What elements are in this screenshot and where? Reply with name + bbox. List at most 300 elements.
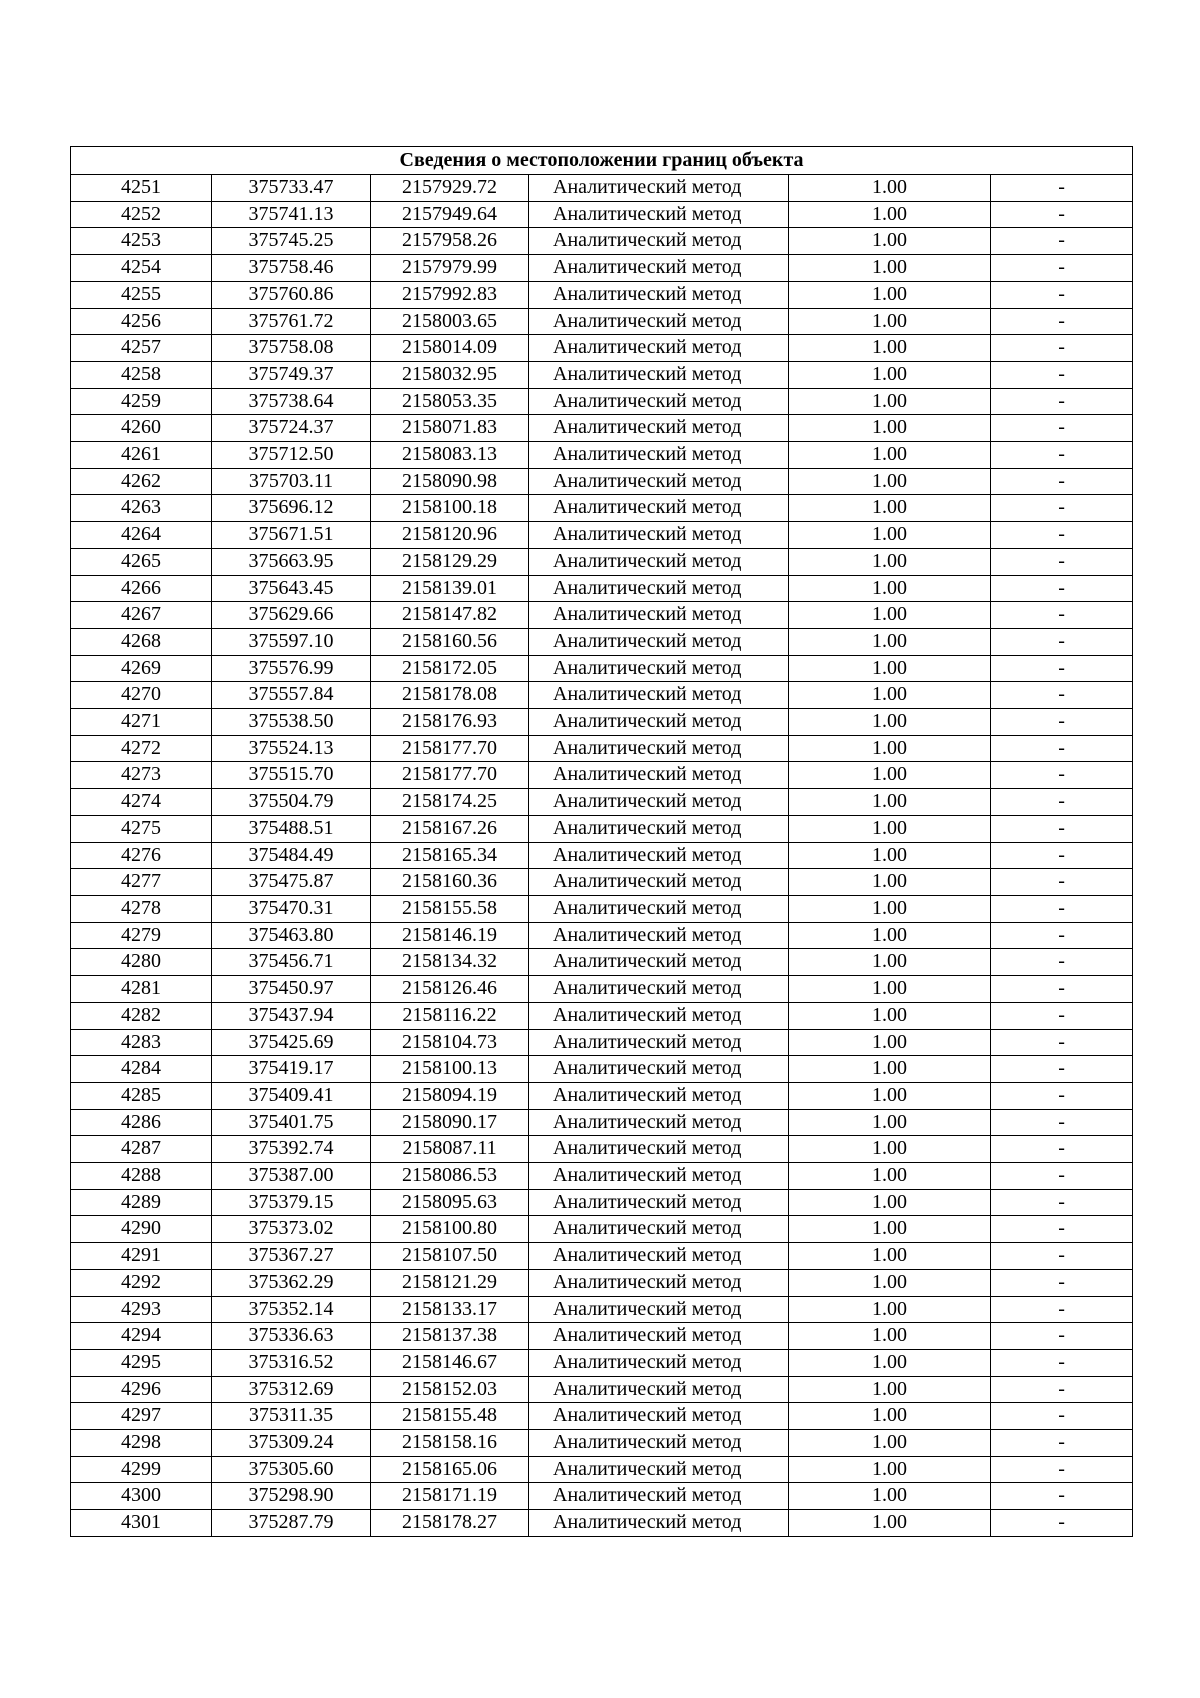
x-coordinate-cell: 375316.52 (212, 1349, 371, 1376)
point-number-cell: 4251 (71, 175, 212, 202)
description-cell: - (991, 869, 1133, 896)
precision-cell: 1.00 (789, 1163, 991, 1190)
method-cell: Аналитический метод (529, 1483, 789, 1510)
y-coordinate-cell: 2158133.17 (371, 1296, 529, 1323)
x-coordinate-cell: 375696.12 (212, 495, 371, 522)
y-coordinate-cell: 2158014.09 (371, 335, 529, 362)
precision-cell: 1.00 (789, 575, 991, 602)
description-cell: - (991, 709, 1133, 736)
point-number-cell: 4284 (71, 1056, 212, 1083)
y-coordinate-cell: 2158172.05 (371, 655, 529, 682)
x-coordinate-cell: 375298.90 (212, 1483, 371, 1510)
point-number-cell: 4262 (71, 468, 212, 495)
y-coordinate-cell: 2158129.29 (371, 548, 529, 575)
table-row (71, 1483, 1133, 1510)
table-row (71, 895, 1133, 922)
description-cell: - (991, 1082, 1133, 1109)
point-number-cell: 4273 (71, 762, 212, 789)
description-cell: - (991, 335, 1133, 362)
x-coordinate-cell: 375336.63 (212, 1323, 371, 1350)
x-coordinate-cell: 375761.72 (212, 308, 371, 335)
precision-cell: 1.00 (789, 1056, 991, 1083)
point-number-cell: 4267 (71, 602, 212, 629)
y-coordinate-cell: 2158146.67 (371, 1349, 529, 1376)
point-number-cell: 4261 (71, 442, 212, 469)
point-number-cell: 4253 (71, 228, 212, 255)
precision-cell: 1.00 (789, 1483, 991, 1510)
table-row (71, 1109, 1133, 1136)
method-cell: Аналитический метод (529, 682, 789, 709)
y-coordinate-cell: 2158107.50 (371, 1243, 529, 1270)
precision-cell: 1.00 (789, 442, 991, 469)
y-coordinate-cell: 2158071.83 (371, 415, 529, 442)
table-row (71, 281, 1133, 308)
description-cell: - (991, 1323, 1133, 1350)
precision-cell: 1.00 (789, 789, 991, 816)
description-cell: - (991, 842, 1133, 869)
description-cell: - (991, 949, 1133, 976)
point-number-cell: 4255 (71, 281, 212, 308)
precision-cell: 1.00 (789, 1269, 991, 1296)
method-cell: Аналитический метод (529, 628, 789, 655)
description-cell: - (991, 415, 1133, 442)
table-row (71, 361, 1133, 388)
description-cell: - (991, 175, 1133, 202)
method-cell: Аналитический метод (529, 949, 789, 976)
method-cell: Аналитический метод (529, 201, 789, 228)
table-body (71, 175, 1133, 1537)
y-coordinate-cell: 2158152.03 (371, 1376, 529, 1403)
table-row (71, 1510, 1133, 1537)
precision-cell: 1.00 (789, 1349, 991, 1376)
precision-cell: 1.00 (789, 1029, 991, 1056)
table-row (71, 682, 1133, 709)
point-number-cell: 4292 (71, 1269, 212, 1296)
description-cell: - (991, 548, 1133, 575)
x-coordinate-cell: 375643.45 (212, 575, 371, 602)
precision-cell: 1.00 (789, 1376, 991, 1403)
method-cell: Аналитический метод (529, 522, 789, 549)
point-number-cell: 4264 (71, 522, 212, 549)
point-number-cell: 4265 (71, 548, 212, 575)
y-coordinate-cell: 2158160.36 (371, 869, 529, 896)
method-cell: Аналитический метод (529, 1403, 789, 1430)
precision-cell: 1.00 (789, 415, 991, 442)
x-coordinate-cell: 375437.94 (212, 1002, 371, 1029)
point-number-cell: 4260 (71, 415, 212, 442)
precision-cell: 1.00 (789, 976, 991, 1003)
table-row (71, 976, 1133, 1003)
method-cell: Аналитический метод (529, 762, 789, 789)
description-cell: - (991, 1456, 1133, 1483)
y-coordinate-cell: 2158086.53 (371, 1163, 529, 1190)
table-row (71, 175, 1133, 202)
x-coordinate-cell: 375745.25 (212, 228, 371, 255)
point-number-cell: 4269 (71, 655, 212, 682)
precision-cell: 1.00 (789, 922, 991, 949)
description-cell: - (991, 895, 1133, 922)
x-coordinate-cell: 375663.95 (212, 548, 371, 575)
y-coordinate-cell: 2158137.38 (371, 1323, 529, 1350)
method-cell: Аналитический метод (529, 255, 789, 282)
method-cell: Аналитический метод (529, 1510, 789, 1537)
method-cell: Аналитический метод (529, 1269, 789, 1296)
precision-cell: 1.00 (789, 1136, 991, 1163)
description-cell: - (991, 1483, 1133, 1510)
x-coordinate-cell: 375475.87 (212, 869, 371, 896)
x-coordinate-cell: 375515.70 (212, 762, 371, 789)
x-coordinate-cell: 375352.14 (212, 1296, 371, 1323)
precision-cell: 1.00 (789, 175, 991, 202)
precision-cell: 1.00 (789, 361, 991, 388)
method-cell: Аналитический метод (529, 709, 789, 736)
description-cell: - (991, 1403, 1133, 1430)
x-coordinate-cell: 375287.79 (212, 1510, 371, 1537)
y-coordinate-cell: 2158126.46 (371, 976, 529, 1003)
method-cell: Аналитический метод (529, 922, 789, 949)
method-cell: Аналитический метод (529, 388, 789, 415)
precision-cell: 1.00 (789, 201, 991, 228)
description-cell: - (991, 388, 1133, 415)
table-row (71, 201, 1133, 228)
precision-cell: 1.00 (789, 602, 991, 629)
x-coordinate-cell: 375484.49 (212, 842, 371, 869)
description-cell: - (991, 628, 1133, 655)
x-coordinate-cell: 375401.75 (212, 1109, 371, 1136)
point-number-cell: 4282 (71, 1002, 212, 1029)
precision-cell: 1.00 (789, 762, 991, 789)
description-cell: - (991, 682, 1133, 709)
description-cell: - (991, 522, 1133, 549)
method-cell: Аналитический метод (529, 442, 789, 469)
description-cell: - (991, 976, 1133, 1003)
x-coordinate-cell: 375362.29 (212, 1269, 371, 1296)
x-coordinate-cell: 375419.17 (212, 1056, 371, 1083)
table-row (71, 1349, 1133, 1376)
description-cell: - (991, 1269, 1133, 1296)
point-number-cell: 4271 (71, 709, 212, 736)
y-coordinate-cell: 2158003.65 (371, 308, 529, 335)
y-coordinate-cell: 2158032.95 (371, 361, 529, 388)
precision-cell: 1.00 (789, 735, 991, 762)
precision-cell: 1.00 (789, 1002, 991, 1029)
method-cell: Аналитический метод (529, 602, 789, 629)
y-coordinate-cell: 2158147.82 (371, 602, 529, 629)
method-cell: Аналитический метод (529, 281, 789, 308)
point-number-cell: 4300 (71, 1483, 212, 1510)
method-cell: Аналитический метод (529, 415, 789, 442)
point-number-cell: 4288 (71, 1163, 212, 1190)
precision-cell: 1.00 (789, 228, 991, 255)
y-coordinate-cell: 2158121.29 (371, 1269, 529, 1296)
x-coordinate-cell: 375309.24 (212, 1430, 371, 1457)
description-cell: - (991, 789, 1133, 816)
description-cell: - (991, 1510, 1133, 1537)
table-row (71, 522, 1133, 549)
x-coordinate-cell: 375425.69 (212, 1029, 371, 1056)
x-coordinate-cell: 375488.51 (212, 815, 371, 842)
method-cell: Аналитический метод (529, 1082, 789, 1109)
y-coordinate-cell: 2158134.32 (371, 949, 529, 976)
precision-cell: 1.00 (789, 548, 991, 575)
table-row (71, 949, 1133, 976)
method-cell: Аналитический метод (529, 335, 789, 362)
description-cell: - (991, 1002, 1133, 1029)
y-coordinate-cell: 2158176.93 (371, 709, 529, 736)
x-coordinate-cell: 375760.86 (212, 281, 371, 308)
table-row (71, 548, 1133, 575)
description-cell: - (991, 361, 1133, 388)
method-cell: Аналитический метод (529, 815, 789, 842)
method-cell: Аналитический метод (529, 1243, 789, 1270)
point-number-cell: 4259 (71, 388, 212, 415)
precision-cell: 1.00 (789, 308, 991, 335)
table-row (71, 1243, 1133, 1270)
description-cell: - (991, 281, 1133, 308)
table-row (71, 335, 1133, 362)
x-coordinate-cell: 375629.66 (212, 602, 371, 629)
table-row (71, 255, 1133, 282)
x-coordinate-cell: 375373.02 (212, 1216, 371, 1243)
point-number-cell: 4295 (71, 1349, 212, 1376)
precision-cell: 1.00 (789, 1109, 991, 1136)
point-number-cell: 4291 (71, 1243, 212, 1270)
precision-cell: 1.00 (789, 1296, 991, 1323)
y-coordinate-cell: 2158100.80 (371, 1216, 529, 1243)
y-coordinate-cell: 2158160.56 (371, 628, 529, 655)
y-coordinate-cell: 2158171.19 (371, 1483, 529, 1510)
point-number-cell: 4293 (71, 1296, 212, 1323)
point-number-cell: 4252 (71, 201, 212, 228)
method-cell: Аналитический метод (529, 575, 789, 602)
description-cell: - (991, 1109, 1133, 1136)
method-cell: Аналитический метод (529, 895, 789, 922)
table-row (71, 1456, 1133, 1483)
description-cell: - (991, 762, 1133, 789)
table-row (71, 415, 1133, 442)
precision-cell: 1.00 (789, 1243, 991, 1270)
y-coordinate-cell: 2158095.63 (371, 1189, 529, 1216)
x-coordinate-cell: 375724.37 (212, 415, 371, 442)
method-cell: Аналитический метод (529, 735, 789, 762)
precision-cell: 1.00 (789, 335, 991, 362)
x-coordinate-cell: 375749.37 (212, 361, 371, 388)
x-coordinate-cell: 375387.00 (212, 1163, 371, 1190)
table-row (71, 1163, 1133, 1190)
table-row (71, 308, 1133, 335)
point-number-cell: 4268 (71, 628, 212, 655)
description-cell: - (991, 1216, 1133, 1243)
x-coordinate-cell: 375538.50 (212, 709, 371, 736)
y-coordinate-cell: 2158165.34 (371, 842, 529, 869)
method-cell: Аналитический метод (529, 308, 789, 335)
description-cell: - (991, 1376, 1133, 1403)
x-coordinate-cell: 375367.27 (212, 1243, 371, 1270)
table-row (71, 1189, 1133, 1216)
y-coordinate-cell: 2158083.13 (371, 442, 529, 469)
point-number-cell: 4299 (71, 1456, 212, 1483)
precision-cell: 1.00 (789, 1323, 991, 1350)
point-number-cell: 4290 (71, 1216, 212, 1243)
x-coordinate-cell: 375450.97 (212, 976, 371, 1003)
x-coordinate-cell: 375738.64 (212, 388, 371, 415)
description-cell: - (991, 735, 1133, 762)
point-number-cell: 4254 (71, 255, 212, 282)
point-number-cell: 4266 (71, 575, 212, 602)
method-cell: Аналитический метод (529, 1296, 789, 1323)
precision-cell: 1.00 (789, 1189, 991, 1216)
table-row (71, 495, 1133, 522)
x-coordinate-cell: 375456.71 (212, 949, 371, 976)
precision-cell: 1.00 (789, 949, 991, 976)
method-cell: Аналитический метод (529, 468, 789, 495)
table-row (71, 709, 1133, 736)
precision-cell: 1.00 (789, 388, 991, 415)
point-number-cell: 4272 (71, 735, 212, 762)
y-coordinate-cell: 2158167.26 (371, 815, 529, 842)
table-row (71, 1029, 1133, 1056)
table-title: Сведения о местоположении границ объекта (71, 147, 1133, 175)
method-cell: Аналитический метод (529, 976, 789, 1003)
x-coordinate-cell: 375305.60 (212, 1456, 371, 1483)
point-number-cell: 4283 (71, 1029, 212, 1056)
point-number-cell: 4281 (71, 976, 212, 1003)
table-row (71, 1056, 1133, 1083)
point-number-cell: 4270 (71, 682, 212, 709)
point-number-cell: 4301 (71, 1510, 212, 1537)
y-coordinate-cell: 2158165.06 (371, 1456, 529, 1483)
x-coordinate-cell: 375758.08 (212, 335, 371, 362)
description-cell: - (991, 201, 1133, 228)
point-number-cell: 4274 (71, 789, 212, 816)
method-cell: Аналитический метод (529, 1323, 789, 1350)
method-cell: Аналитический метод (529, 1430, 789, 1457)
point-number-cell: 4276 (71, 842, 212, 869)
x-coordinate-cell: 375741.13 (212, 201, 371, 228)
method-cell: Аналитический метод (529, 548, 789, 575)
boundary-coordinates-table (70, 146, 1133, 1537)
x-coordinate-cell: 375524.13 (212, 735, 371, 762)
table-row (71, 922, 1133, 949)
method-cell: Аналитический метод (529, 1163, 789, 1190)
y-coordinate-cell: 2158053.35 (371, 388, 529, 415)
x-coordinate-cell: 375758.46 (212, 255, 371, 282)
description-cell: - (991, 1430, 1133, 1457)
point-number-cell: 4286 (71, 1109, 212, 1136)
y-coordinate-cell: 2158087.11 (371, 1136, 529, 1163)
method-cell: Аналитический метод (529, 361, 789, 388)
method-cell: Аналитический метод (529, 1002, 789, 1029)
table-row (71, 628, 1133, 655)
precision-cell: 1.00 (789, 255, 991, 282)
y-coordinate-cell: 2158174.25 (371, 789, 529, 816)
precision-cell: 1.00 (789, 1216, 991, 1243)
y-coordinate-cell: 2158146.19 (371, 922, 529, 949)
description-cell: - (991, 1243, 1133, 1270)
description-cell: - (991, 1189, 1133, 1216)
x-coordinate-cell: 375671.51 (212, 522, 371, 549)
description-cell: - (991, 442, 1133, 469)
table-row (71, 1269, 1133, 1296)
x-coordinate-cell: 375557.84 (212, 682, 371, 709)
y-coordinate-cell: 2158116.22 (371, 1002, 529, 1029)
table-row (71, 1323, 1133, 1350)
method-cell: Аналитический метод (529, 869, 789, 896)
table-row (71, 762, 1133, 789)
description-cell: - (991, 575, 1133, 602)
precision-cell: 1.00 (789, 842, 991, 869)
point-number-cell: 4275 (71, 815, 212, 842)
description-cell: - (991, 602, 1133, 629)
method-cell: Аналитический метод (529, 655, 789, 682)
table-row (71, 442, 1133, 469)
precision-cell: 1.00 (789, 869, 991, 896)
point-number-cell: 4279 (71, 922, 212, 949)
y-coordinate-cell: 2158104.73 (371, 1029, 529, 1056)
table-row (71, 789, 1133, 816)
precision-cell: 1.00 (789, 468, 991, 495)
precision-cell: 1.00 (789, 495, 991, 522)
description-cell: - (991, 655, 1133, 682)
table-row (71, 468, 1133, 495)
table-row (71, 1136, 1133, 1163)
precision-cell: 1.00 (789, 1510, 991, 1537)
y-coordinate-cell: 2158120.96 (371, 522, 529, 549)
x-coordinate-cell: 375409.41 (212, 1082, 371, 1109)
precision-cell: 1.00 (789, 682, 991, 709)
table-row (71, 869, 1133, 896)
y-coordinate-cell: 2158178.08 (371, 682, 529, 709)
x-coordinate-cell: 375576.99 (212, 655, 371, 682)
precision-cell: 1.00 (789, 709, 991, 736)
table-row (71, 655, 1133, 682)
point-number-cell: 4285 (71, 1082, 212, 1109)
point-number-cell: 4257 (71, 335, 212, 362)
table-row (71, 842, 1133, 869)
precision-cell: 1.00 (789, 1082, 991, 1109)
table-row (71, 1430, 1133, 1457)
point-number-cell: 4297 (71, 1403, 212, 1430)
x-coordinate-cell: 375470.31 (212, 895, 371, 922)
y-coordinate-cell: 2157958.26 (371, 228, 529, 255)
point-number-cell: 4280 (71, 949, 212, 976)
method-cell: Аналитический метод (529, 1029, 789, 1056)
point-number-cell: 4277 (71, 869, 212, 896)
y-coordinate-cell: 2157929.72 (371, 175, 529, 202)
description-cell: - (991, 495, 1133, 522)
x-coordinate-cell: 375703.11 (212, 468, 371, 495)
method-cell: Аналитический метод (529, 228, 789, 255)
method-cell: Аналитический метод (529, 175, 789, 202)
method-cell: Аналитический метод (529, 1456, 789, 1483)
x-coordinate-cell: 375463.80 (212, 922, 371, 949)
description-cell: - (991, 922, 1133, 949)
description-cell: - (991, 815, 1133, 842)
precision-cell: 1.00 (789, 1456, 991, 1483)
description-cell: - (991, 1163, 1133, 1190)
y-coordinate-cell: 2157992.83 (371, 281, 529, 308)
point-number-cell: 4256 (71, 308, 212, 335)
x-coordinate-cell: 375712.50 (212, 442, 371, 469)
x-coordinate-cell: 375504.79 (212, 789, 371, 816)
table-row (71, 388, 1133, 415)
x-coordinate-cell: 375392.74 (212, 1136, 371, 1163)
description-cell: - (991, 1349, 1133, 1376)
y-coordinate-cell: 2158100.13 (371, 1056, 529, 1083)
y-coordinate-cell: 2158155.58 (371, 895, 529, 922)
precision-cell: 1.00 (789, 281, 991, 308)
table-row (71, 228, 1133, 255)
